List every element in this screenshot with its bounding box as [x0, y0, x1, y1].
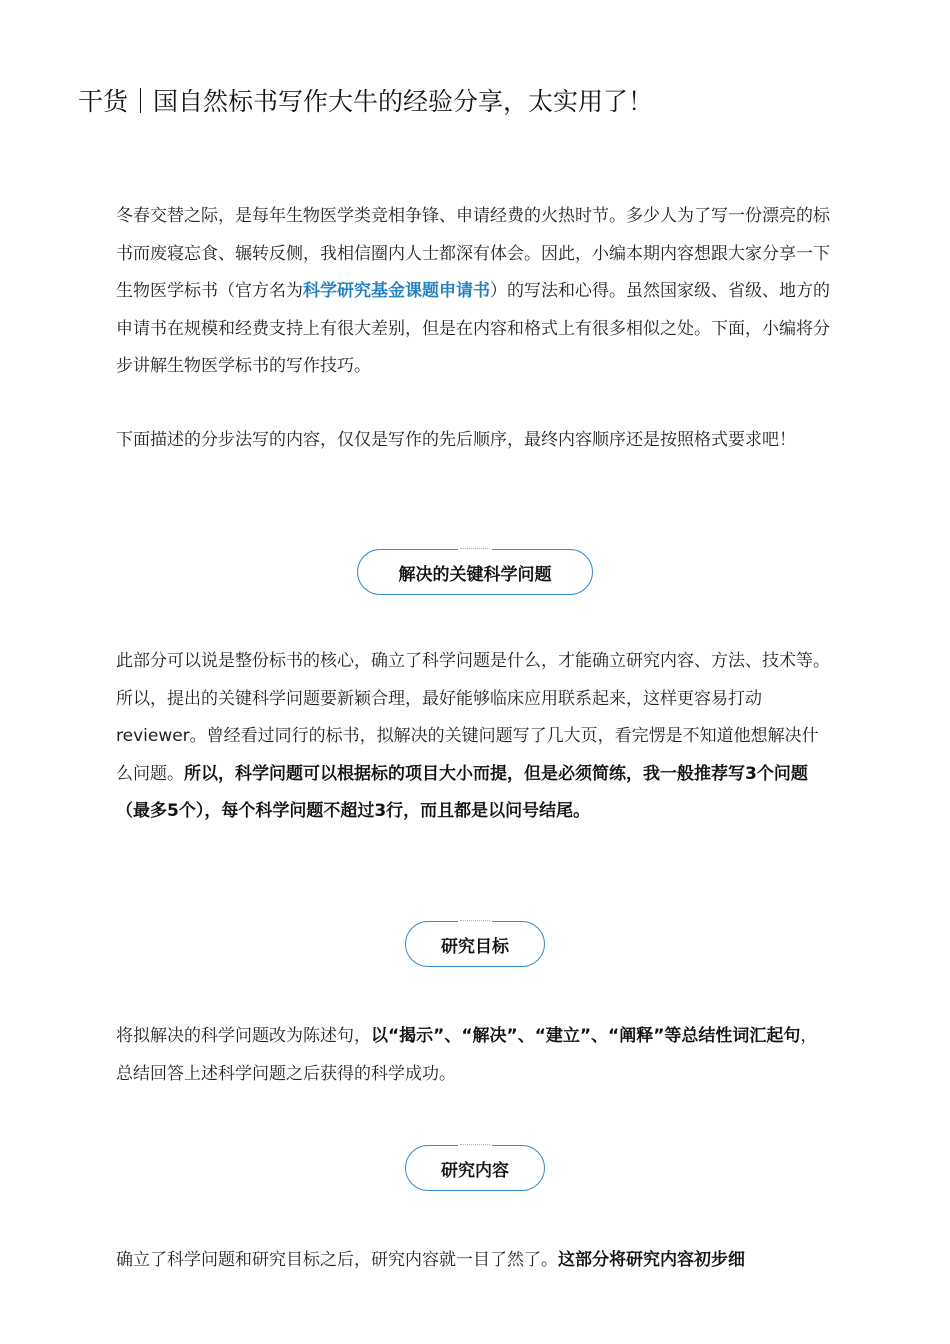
section-heading-label: 研究内容 — [441, 1160, 509, 1181]
article-title: 干货｜国自然标书写作大牛的经验分享，太实用了！ — [78, 87, 654, 116]
section-heading-research-goals — [405, 921, 545, 967]
section-heading-key-questions — [357, 549, 593, 595]
section-heading-research-content — [405, 1145, 545, 1191]
note-paragraph: 下面描述的分步法写的内容，仅仅是写作的先后顺序，最终内容顺序还是按照格式要求吧！ — [116, 430, 796, 450]
research-content-bold-text: 这部分将研究内容初步细 — [558, 1250, 745, 1270]
research-goals-paragraph — [116, 1018, 832, 1093]
key-questions-bold-text: 所以，科学问题可以根据标的项目大小而提，但是必须简练，我一般推荐写3个问题（最多5个），每个科学问题不超过3行，而且都是以问号结尾。 — [116, 763, 808, 822]
section-heading-label: 研究目标 — [441, 936, 509, 957]
intro-highlight-term: 科学研究基金课题申请书 — [303, 281, 490, 302]
section-heading-label: 解决的关键科学问题 — [398, 564, 552, 585]
research-goals-text-after: ，总结回答上述科学问题之后获得的科学成功。 — [116, 1026, 818, 1084]
research-content-paragraph — [116, 1242, 832, 1280]
intro-paragraph — [116, 198, 832, 386]
research-content-text: 确立了科学问题和研究目标之后，研究内容就一目了然了。 — [116, 1250, 558, 1270]
intro-text-part2: ）的写法和心得。虽然国家级、省级、地方的申请书在规模和经费支持上有很大差别，但是在内容和格式上有很多相似之处。下面，小编将分步讲解生物医学标书的写作技巧。 — [116, 281, 830, 377]
research-goals-bold-text: 以“揭示”、“解决”、“建立”、“阐释”等总结性词汇起句 — [371, 1026, 801, 1046]
intro-text-part1: 冬春交替之际，是每年生物医学类竞相争锋、申请经费的火热时节。多少人为了写一份漂亮的标书而废寝忘食、辗转反侧，我相信圈内人士都深有体会。因此，小编本期内容想跟大家分享一下生物医学标书（官方名为 — [116, 206, 830, 302]
key-questions-paragraph — [116, 643, 832, 831]
research-goals-text: 将拟解决的科学问题改为陈述句， — [116, 1026, 371, 1046]
key-questions-text: 此部分可以说是整份标书的核心，确立了科学问题是什么，才能确立研究内容、方法、技术等。所以，提出的关键科学问题要新颖合理，最好能够临床应用联系起来，这样更容易打动reviewer。曾经看过同行的标书，拟解决的关键问题写了几大页，看完愣是不知道他想解决什么问题。 — [116, 651, 830, 784]
